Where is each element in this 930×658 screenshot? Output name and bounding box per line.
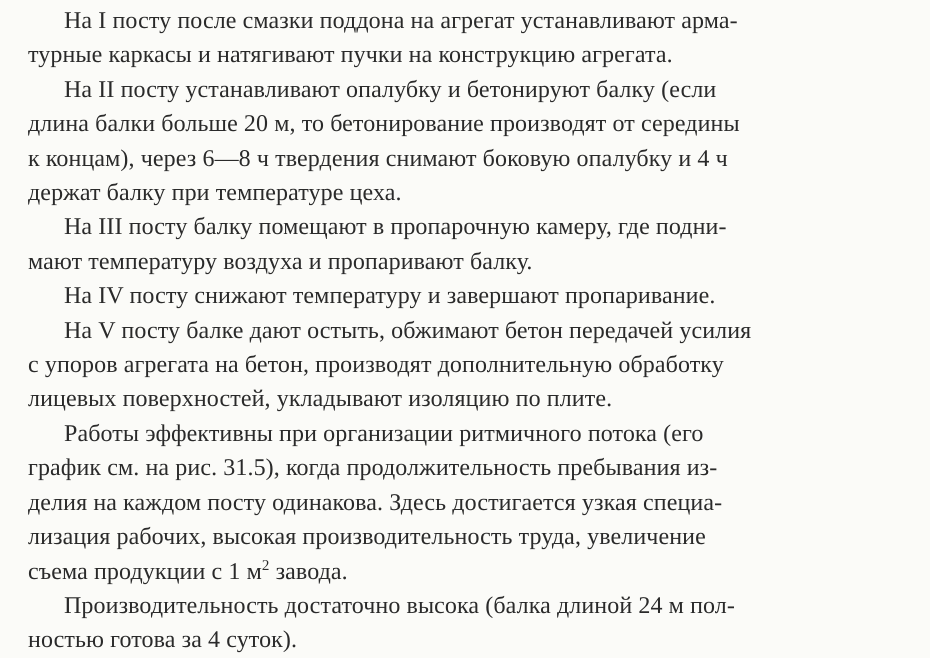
text-line: мают температуру воздуха и пропаривают балку. [28,248,533,275]
text-fragment: съема продукции с 1 м [28,558,262,585]
text-line: держат балку при температуре цеха. [28,180,402,207]
text-line-with-superscript [28,555,892,589]
paragraph-post-1 [28,4,892,73]
text-line: На V посту балке дают остыть, обжимают бетон передачей усилия [64,317,752,344]
text-line: Работы эффективны при организации ритмичного потока (его [64,420,704,447]
paragraph-post-2 [28,73,892,211]
text-line: На IV посту снижают температуру и завершают пропаривание. [64,283,716,310]
paragraph-efficiency [28,417,892,589]
text-line: Производительность достаточно высока (балка длиной 24 м пол- [64,592,735,619]
text-line: длина балки больше 20 м, то бетонирование производят от середины [28,111,740,138]
paragraph-post-5 [28,314,892,417]
text-line: ностью готова за 4 суток). [28,627,298,654]
text-line: турные каркасы и натягивают пучки на конструкцию агрегата. [28,42,673,69]
text-line: На II посту устанавливают опалубку и бетонируют балку (если [64,76,717,103]
text-line: к концам), через 6—8 ч твердения снимают боковую опалубку и 4 ч [28,145,728,172]
text-line: делия на каждом посту одинакова. Здесь достигается узкая специа- [28,489,723,516]
text-line: лицевых поверхностей, укладывают изоляцию по плите. [28,386,613,413]
paragraph-post-4 [28,279,892,313]
text-line: лизация рабочих, высокая производительность труда, увеличение [28,524,706,551]
text-line: На I посту после смазки поддона на агрегат устанавливают арма- [64,8,738,34]
text-line: На III посту балку помещают в пропарочную камеру, где подни- [64,214,727,241]
text-line: график см. на рис. 31.5), когда продолжительность пребывания из- [28,455,718,482]
text-fragment: завода. [269,558,348,585]
superscript-exponent: 2 [261,557,270,574]
paragraph-post-3 [28,210,892,279]
text-line: с упоров агрегата на бетон, производят дополнительную обработку [28,352,724,379]
paragraph-productivity [28,589,892,658]
